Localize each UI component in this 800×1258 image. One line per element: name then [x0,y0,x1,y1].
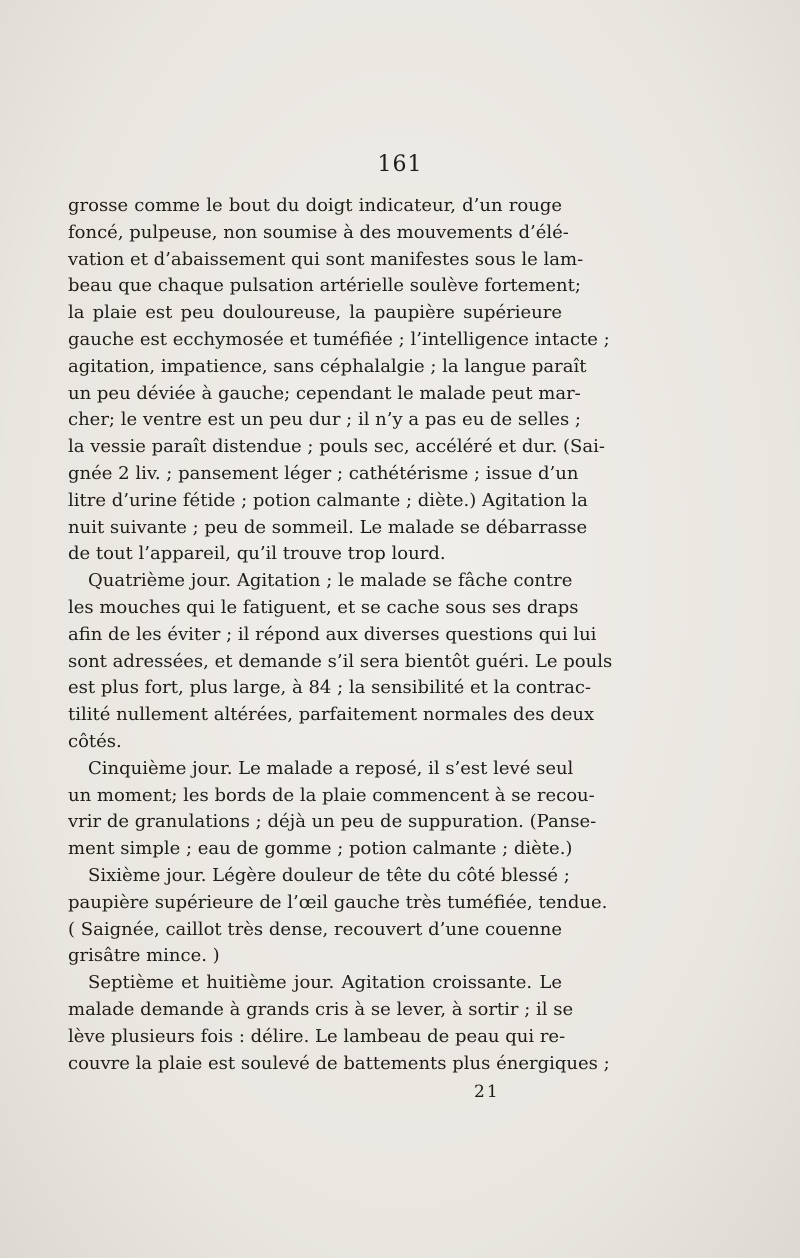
text-line: couvre la plaie est soulevé de battements plus énergiques ; [68,1052,610,1074]
text-line: foncé, pulpeuse, non soumise à des mouvements d’élé- [68,221,569,243]
text-line: tilité nullement altérées, parfaitement normales des deux [68,704,595,726]
text-line: est plus fort, plus large, à 84 ; la sensibilité et la contrac- [68,677,592,699]
text-line: litre d’urine fétide ; potion calmante ; diète.) Agitation la [68,489,588,511]
text-line: Sixième jour. Légère douleur de tête du côté blessé ; [88,864,570,886]
text-line: Cinquième jour. Le malade a reposé, il s’est levé seul [88,757,574,779]
text-line: gauche est ecchymosée et tuméfiée ; l’intelligence intacte ; [68,328,610,350]
text-line: un moment; les bords de la plaie commencent à se recou- [68,784,595,806]
text-line: ment simple ; eau de gomme ; potion calmante ; diète.) [68,838,573,860]
text-line: vrir de granulations ; déjà un peu de suppuration. (Panse- [68,811,597,833]
text-line: Quatrième jour. Agitation ; le malade se fâche contre [88,570,573,592]
text-line: la vessie paraît distendue ; pouls sec, accéléré et dur. (Sai- [68,436,605,458]
text-line: ( Saignée, caillot très dense, recouvert d’une couenne [68,918,562,940]
text-line: nuit suivante ; peu de sommeil. Le malade se débarrasse [68,516,588,538]
text-line: les mouches qui le fatiguent, et se cache sous ses draps [68,596,579,618]
text-line: paupière supérieure de l’œil gauche très tuméfiée, tendue. [68,891,608,913]
page-number: 161 [377,152,423,177]
text-line: de tout l’appareil, qu’il trouve trop lourd. [68,543,446,565]
text-line: beau que chaque pulsation artérielle soulève fortement; [68,275,581,297]
text-line: lève plusieurs fois : délire. Le lambeau de peau qui re- [68,1025,566,1047]
text-line: cher; le ventre est un peu dur ; il n’y a pas eu de selles ; [68,409,581,431]
text-line: Septième et huitième jour. Agitation croissante. Le [88,972,562,994]
text-line: afin de les éviter ; il répond aux diverses questions qui lui [68,623,597,645]
text-line: côtés. [68,730,122,752]
text-line: sont adressées, et demande s’il sera bientôt guéri. Le pouls [68,650,613,672]
text-line: gnée 2 liv. ; pansement léger ; cathétérisme ; issue d’un [68,462,579,484]
signature-mark: 21 [474,1082,500,1102]
text-line: un peu déviée à gauche; cependant le malade peut mar- [68,382,581,404]
text-line: malade demande à grands cris à se lever, à sortir ; il se [68,998,574,1020]
text-line: la plaie est peu douloureuse, la paupière supérieure [68,302,562,324]
text-line: grosse comme le bout du doigt indicateur, d’un rouge [68,195,562,216]
text-line: grisâtre mince. ) [68,945,220,967]
text-line: agitation, impatience, sans céphalalgie ; la langue paraît [68,355,587,377]
text-line: vation et d’abaissement qui sont manifestes sous le lam- [68,248,584,270]
body-text [68,193,613,1077]
